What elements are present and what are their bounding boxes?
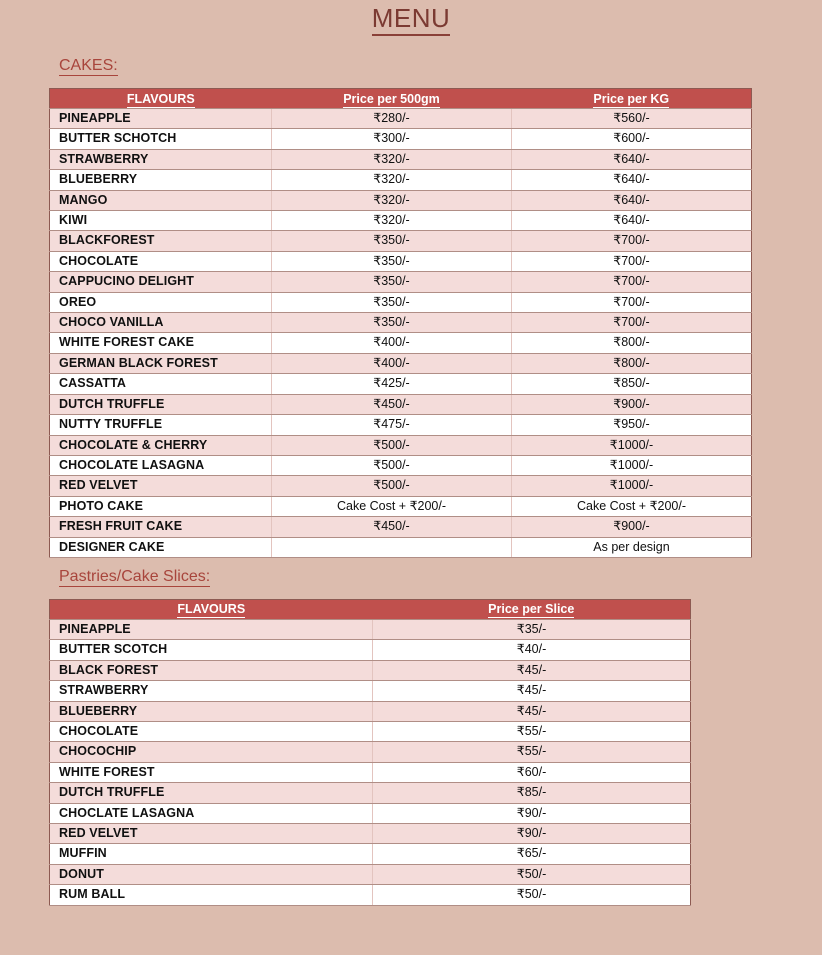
table-row [50, 251, 752, 271]
cell-flavour: NUTTY TRUFFLE [50, 415, 272, 435]
table-row [50, 415, 752, 435]
cell-price-slice: ₹55/- [373, 742, 691, 762]
column-header-flavours [50, 599, 373, 619]
cell-flavour: BLUEBERRY [50, 170, 272, 190]
table-row [50, 435, 752, 455]
cell-price-500gm: ₹425/- [272, 374, 512, 394]
cell-price-500gm [272, 537, 512, 557]
table-row [50, 231, 752, 251]
cell-flavour: CHOCOLATE & CHERRY [50, 435, 272, 455]
cell-flavour: PHOTO CAKE [50, 496, 272, 516]
cell-flavour: BUTTER SCHOTCH [50, 129, 272, 149]
cell-price-500gm: ₹400/- [272, 353, 512, 373]
cell-price-kg: ₹900/- [512, 517, 752, 537]
table-row [50, 660, 691, 680]
pastries-price-table [49, 599, 691, 906]
page-title [0, 0, 822, 33]
pastries-table-head [50, 599, 691, 619]
cell-flavour: CHOCOLATE LASAGNA [50, 455, 272, 475]
table-row [50, 374, 752, 394]
column-header-flavours-text: FLAVOURS [126, 91, 195, 106]
cell-flavour: KIWI [50, 211, 272, 231]
cell-price-500gm: ₹320/- [272, 149, 512, 169]
cell-flavour: BLACKFOREST [50, 231, 272, 251]
column-header-flavours-text: FLAVOURS [177, 602, 246, 617]
cell-flavour: CHOCLATE LASAGNA [50, 803, 373, 823]
cell-price-500gm: ₹300/- [272, 129, 512, 149]
cell-price-slice: ₹40/- [373, 640, 691, 660]
cell-flavour: STRAWBERRY [50, 681, 373, 701]
table-row [50, 619, 691, 639]
column-header-price-kg [512, 89, 752, 109]
table-row [50, 885, 691, 905]
cell-flavour: CASSATTA [50, 374, 272, 394]
cell-price-slice: ₹90/- [373, 824, 691, 844]
cell-price-slice: ₹50/- [373, 864, 691, 884]
pastries-table-wrapper [0, 599, 822, 906]
cell-price-500gm: ₹450/- [272, 394, 512, 414]
cell-price-kg: ₹1000/- [512, 476, 752, 496]
column-header-price-slice-text: Price per Slice [488, 602, 575, 617]
table-row [50, 721, 691, 741]
cell-price-kg: ₹640/- [512, 190, 752, 210]
cell-flavour: CHOCOCHIP [50, 742, 373, 762]
cakes-price-table [49, 88, 752, 558]
section-heading-cakes-text: CAKES: [59, 57, 118, 74]
table-header-row [50, 599, 691, 619]
cell-flavour: CHOCOLATE [50, 251, 272, 271]
cell-flavour: RED VELVET [50, 824, 373, 844]
cell-price-500gm: ₹475/- [272, 415, 512, 435]
table-row [50, 681, 691, 701]
cakes-table-body [50, 109, 752, 558]
cell-price-500gm: ₹400/- [272, 333, 512, 353]
cell-price-slice: ₹50/- [373, 885, 691, 905]
cell-flavour: BLUEBERRY [50, 701, 373, 721]
cell-flavour: RED VELVET [50, 476, 272, 496]
cell-price-slice: ₹55/- [373, 721, 691, 741]
cell-flavour: DESIGNER CAKE [50, 537, 272, 557]
cell-price-slice: ₹65/- [373, 844, 691, 864]
cell-flavour: FRESH FRUIT CAKE [50, 517, 272, 537]
cell-price-kg: ₹800/- [512, 333, 752, 353]
table-row [50, 129, 752, 149]
table-row [50, 292, 752, 312]
cell-flavour: CHOCO VANILLA [50, 313, 272, 333]
cell-price-kg: ₹1000/- [512, 455, 752, 475]
cell-flavour: CHOCOLATE [50, 721, 373, 741]
cell-flavour: GERMAN BLACK FOREST [50, 353, 272, 373]
cell-price-500gm: ₹350/- [272, 292, 512, 312]
cell-price-slice: ₹45/- [373, 660, 691, 680]
table-row [50, 742, 691, 762]
table-row [50, 844, 691, 864]
table-row [50, 211, 752, 231]
column-header-flavours [50, 89, 272, 109]
section-heading-pastries-text: Pastries/Cake Slices: [59, 567, 211, 585]
table-row [50, 109, 752, 129]
column-header-price-kg-text: Price per KG [593, 91, 670, 106]
cell-flavour: PINEAPPLE [50, 109, 272, 129]
cell-price-kg: ₹900/- [512, 394, 752, 414]
pastries-table-body [50, 619, 691, 905]
table-header-row [50, 89, 752, 109]
cell-price-kg: As per design [512, 537, 752, 557]
column-header-price-500gm [272, 89, 512, 109]
table-row [50, 783, 691, 803]
cell-flavour: DUTCH TRUFFLE [50, 394, 272, 414]
cell-flavour: DUTCH TRUFFLE [50, 783, 373, 803]
cell-price-500gm: ₹350/- [272, 313, 512, 333]
cell-price-500gm: Cake Cost + ₹200/- [272, 496, 512, 516]
cell-price-slice: ₹85/- [373, 783, 691, 803]
cell-price-kg: ₹700/- [512, 231, 752, 251]
column-header-price-500gm-text: Price per 500gm [343, 91, 440, 106]
cell-flavour: DONUT [50, 864, 373, 884]
cell-price-500gm: ₹320/- [272, 190, 512, 210]
cell-price-slice: ₹90/- [373, 803, 691, 823]
cell-flavour: BLACK FOREST [50, 660, 373, 680]
cell-price-kg: ₹640/- [512, 170, 752, 190]
table-row [50, 190, 752, 210]
cell-flavour: PINEAPPLE [50, 619, 373, 639]
column-header-price-slice [373, 599, 691, 619]
cell-price-kg: ₹950/- [512, 415, 752, 435]
cell-price-kg: ₹600/- [512, 129, 752, 149]
table-row [50, 864, 691, 884]
cell-price-500gm: ₹350/- [272, 251, 512, 271]
cell-price-slice: ₹60/- [373, 762, 691, 782]
cell-price-kg: ₹800/- [512, 353, 752, 373]
table-row [50, 762, 691, 782]
table-row [50, 333, 752, 353]
cell-price-500gm: ₹320/- [272, 170, 512, 190]
table-row [50, 640, 691, 660]
cell-flavour: MANGO [50, 190, 272, 210]
cell-price-kg: ₹850/- [512, 374, 752, 394]
table-row [50, 313, 752, 333]
page-title-text: MENU [372, 3, 451, 36]
table-row [50, 394, 752, 414]
cell-price-500gm: ₹450/- [272, 517, 512, 537]
table-row [50, 701, 691, 721]
cell-price-kg: ₹560/- [512, 109, 752, 129]
section-heading-cakes [0, 56, 822, 76]
cell-price-500gm: ₹500/- [272, 476, 512, 496]
cell-flavour: CAPPUCINO DELIGHT [50, 272, 272, 292]
table-row [50, 170, 752, 190]
table-row [50, 496, 752, 516]
cell-flavour: STRAWBERRY [50, 149, 272, 169]
cell-price-kg: ₹700/- [512, 292, 752, 312]
table-row [50, 476, 752, 496]
cell-flavour: WHITE FOREST [50, 762, 373, 782]
cell-flavour: MUFFIN [50, 844, 373, 864]
cell-price-kg: ₹700/- [512, 272, 752, 292]
section-heading-pastries [0, 567, 822, 587]
cell-price-kg: ₹1000/- [512, 435, 752, 455]
cell-price-kg: ₹640/- [512, 211, 752, 231]
cell-price-500gm: ₹320/- [272, 211, 512, 231]
cell-price-500gm: ₹350/- [272, 231, 512, 251]
table-row [50, 537, 752, 557]
cell-price-500gm: ₹500/- [272, 435, 512, 455]
table-row [50, 455, 752, 475]
cell-flavour: RUM BALL [50, 885, 373, 905]
cakes-table-head [50, 89, 752, 109]
cell-price-500gm: ₹500/- [272, 455, 512, 475]
table-row [50, 803, 691, 823]
table-row [50, 272, 752, 292]
cell-flavour: WHITE FOREST CAKE [50, 333, 272, 353]
cell-price-kg: ₹700/- [512, 313, 752, 333]
table-row [50, 149, 752, 169]
cell-price-kg: ₹700/- [512, 251, 752, 271]
table-row [50, 824, 691, 844]
cell-price-slice: ₹35/- [373, 619, 691, 639]
cell-price-slice: ₹45/- [373, 681, 691, 701]
cell-flavour: BUTTER SCOTCH [50, 640, 373, 660]
cell-price-kg: Cake Cost + ₹200/- [512, 496, 752, 516]
cell-price-500gm: ₹280/- [272, 109, 512, 129]
cakes-table-wrapper [0, 88, 822, 558]
cell-flavour: OREO [50, 292, 272, 312]
cell-price-kg: ₹640/- [512, 149, 752, 169]
cell-price-slice: ₹45/- [373, 701, 691, 721]
cell-price-500gm: ₹350/- [272, 272, 512, 292]
table-row [50, 517, 752, 537]
table-row [50, 353, 752, 373]
